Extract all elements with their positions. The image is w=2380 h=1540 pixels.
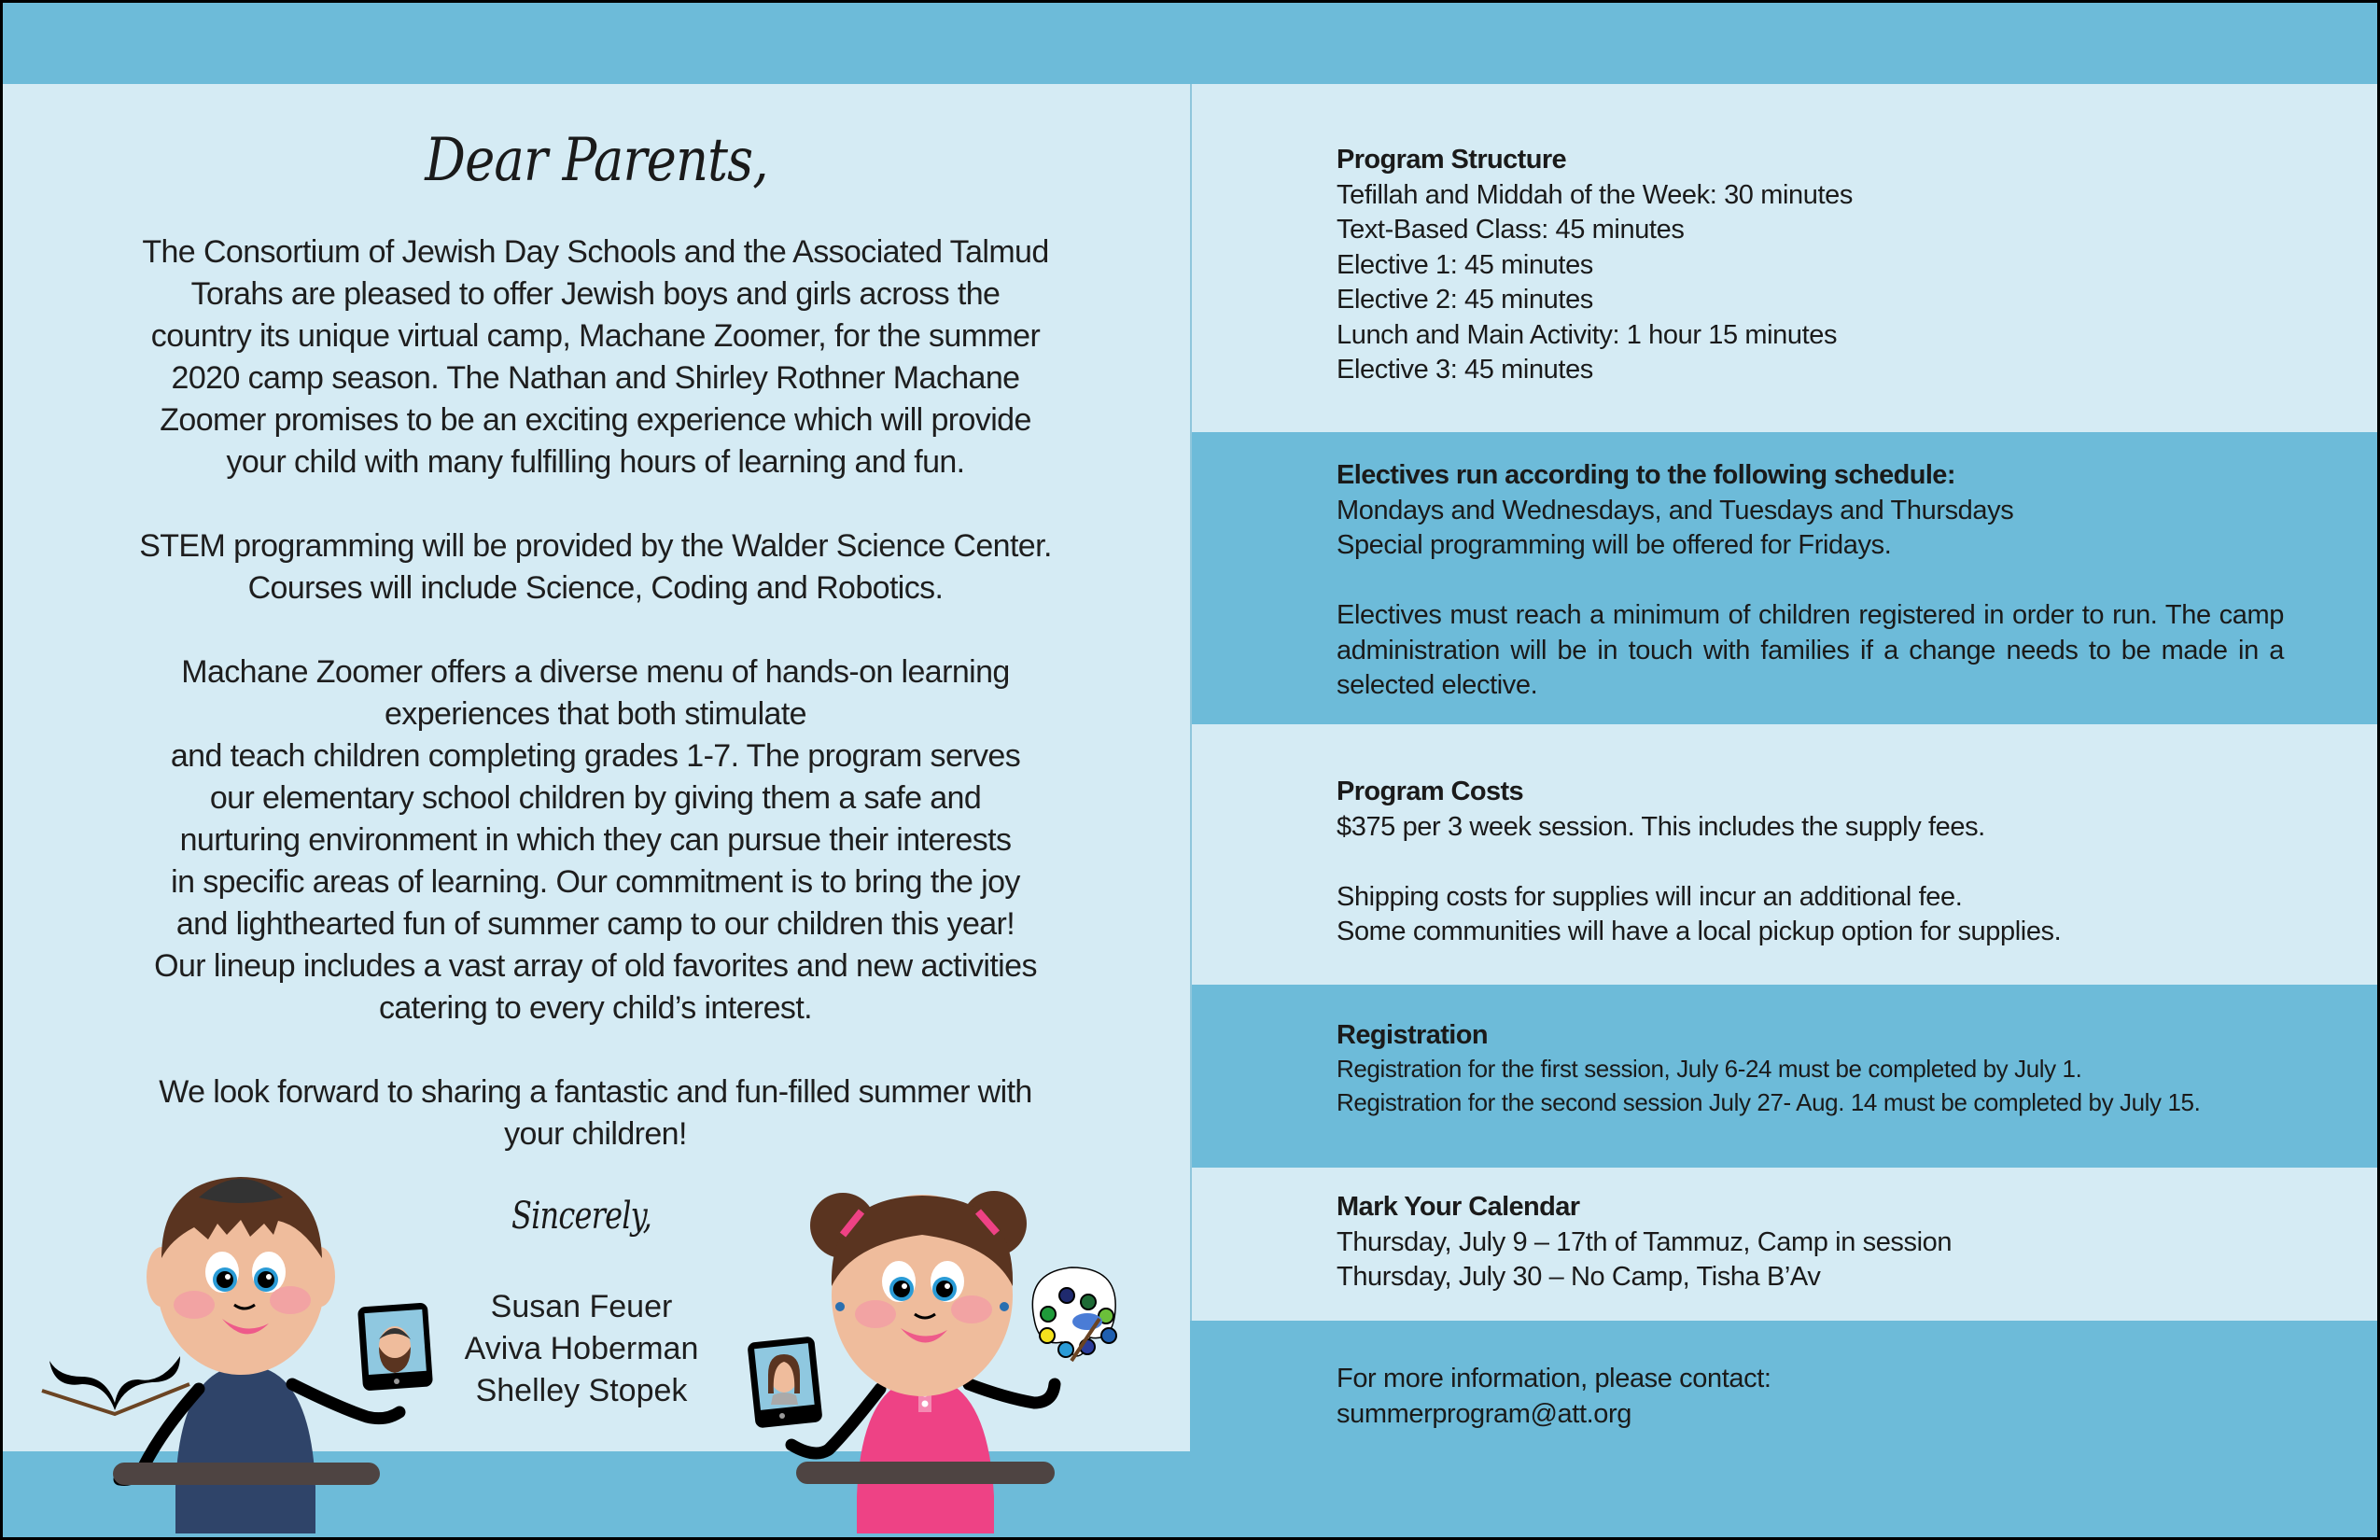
desk-girl [796,1462,1055,1484]
letter-line: We look forward to sharing a fantastic and fun-filled summer with [159,1074,1032,1110]
registration-line: Registration for the second session July 27- Aug. 14 must be completed by July 15. [1337,1088,2201,1116]
calendar-item: Thursday, July 30 – No Camp, Tisha B’Av [1337,1262,1821,1292]
letter-body [77,231,1113,1197]
letter-line: Machane Zoomer offers a diverse menu of hands-on learning [181,654,1010,690]
letter-paragraph-program [77,651,1113,1029]
section-contact [1192,1321,2377,1537]
section-heading: Registration [1337,1020,1488,1050]
flyer-page [3,3,2377,1537]
schedule-item: Text-Based Class: 45 minutes [1337,215,1685,245]
boy-cheek [174,1291,215,1319]
cost-line: $375 per 3 week session. This includes the supply fees. [1337,811,1985,842]
letter-paragraph-stem [77,525,1113,609]
letter-line: catering to every child’s interest. [378,990,813,1026]
tablet-icon [357,1302,433,1391]
schedule-item: Tefillah and Middah of the Week: 30 minutes [1337,179,1853,210]
letter-line: experiences that both stimulate [384,696,806,732]
letter-greeting: Dear Parents, [425,126,768,195]
letter-line: our elementary school children by giving them a safe and [209,780,982,816]
section-program-structure [1192,84,2377,432]
girl-arm-right [969,1384,1055,1403]
letter-line: The Consortium of Jewish Day Schools and the Associated Talmud [142,234,1049,270]
cost-line: Some communities will have a local pickup option for supplies. [1337,917,2062,946]
letter-line: 2020 camp season. The Nathan and Shirley Rothner Machane [171,360,1020,396]
section-heading: Mark Your Calendar [1337,1192,1580,1222]
letter-paragraph-closing [77,1071,1113,1155]
section-registration [1192,985,2377,1168]
letter-paragraph-intro [77,231,1113,483]
letter-panel [3,84,1190,1451]
letter-line: Torahs are pleased to offer Jewish boys and girls across the [190,276,1001,312]
contact-email-link[interactable]: summerprogram@att.org [1337,1398,1631,1429]
desk-boy [113,1463,380,1485]
letter-line: and lighthearted fun of summer camp to our children this year! [175,906,1015,942]
paint-palette-icon [1032,1267,1116,1361]
book-icon [42,1356,189,1414]
letter-line: your child with many fulfilling hours of learning and fun. [226,444,965,480]
section-heading: Program Costs [1337,777,1524,806]
section-program-costs [1192,724,2377,985]
signatory-name: Susan Feuer [490,1289,673,1324]
contact-label: For more information, please contact: [1337,1364,1771,1393]
letter-line: Our lineup includes a vast array of old favorites and new activities [154,948,1037,984]
section-electives [1192,432,2377,724]
electives-line: Special programming will be offered for Fridays. [1337,530,1892,560]
letter-line: nurturing environment in which they can pursue their interests [179,822,1012,858]
registration-line: Registration for the first session, July 6-24 must be completed by July 1. [1337,1055,2082,1083]
calendar-item: Thursday, July 9 – 17th of Tammuz, Camp in session [1337,1226,1953,1257]
letter-line: country its unique virtual camp, Machane Zoomer, for the summer [150,318,1041,354]
letter-line: your children! [504,1116,687,1152]
signatory-name: Shelley Stopek [475,1373,688,1408]
letter-line: Zoomer promises to be an exciting experience which will provide [160,402,1031,438]
boy-cheek [270,1286,311,1314]
letter-closing: Sincerely, [511,1195,652,1238]
letter-line: Courses will include Science, Coding and Robotics. [247,570,944,606]
letter-line: and teach children completing grades 1-7. The program serves [170,738,1021,774]
schedule-item: Lunch and Main Activity: 1 hour 15 minutes [1337,319,1838,350]
section-heading: Program Structure [1337,145,1567,175]
letter-line: STEM programming will be provided by the Walder Science Center. [139,528,1052,564]
signatories [413,1286,749,1412]
section-calendar [1192,1168,2377,1321]
letter-line: in specific areas of learning. Our commitment is to bring the joy [171,864,1020,900]
schedule-item: Elective 2: 45 minutes [1337,285,1593,315]
section-heading: Electives run according to the following schedule: [1337,460,1955,490]
schedule-item: Elective 1: 45 minutes [1337,249,1593,280]
cost-line: Shipping costs for supplies will incur an additional fee. [1337,881,1963,912]
tablet-icon [747,1336,822,1428]
schedule-item: Elective 3: 45 minutes [1337,355,1593,385]
top-banner [3,3,2377,84]
electives-note: Electives must reach a minimum of children registered in order to run. The camp administration will be in touch with families if a change needs to be made in a selected elective. [1337,600,2284,700]
electives-line: Mondays and Wednesdays, and Tuesdays and Thursdays [1337,495,2014,525]
signatory-name: Aviva Hoberman [464,1331,699,1366]
